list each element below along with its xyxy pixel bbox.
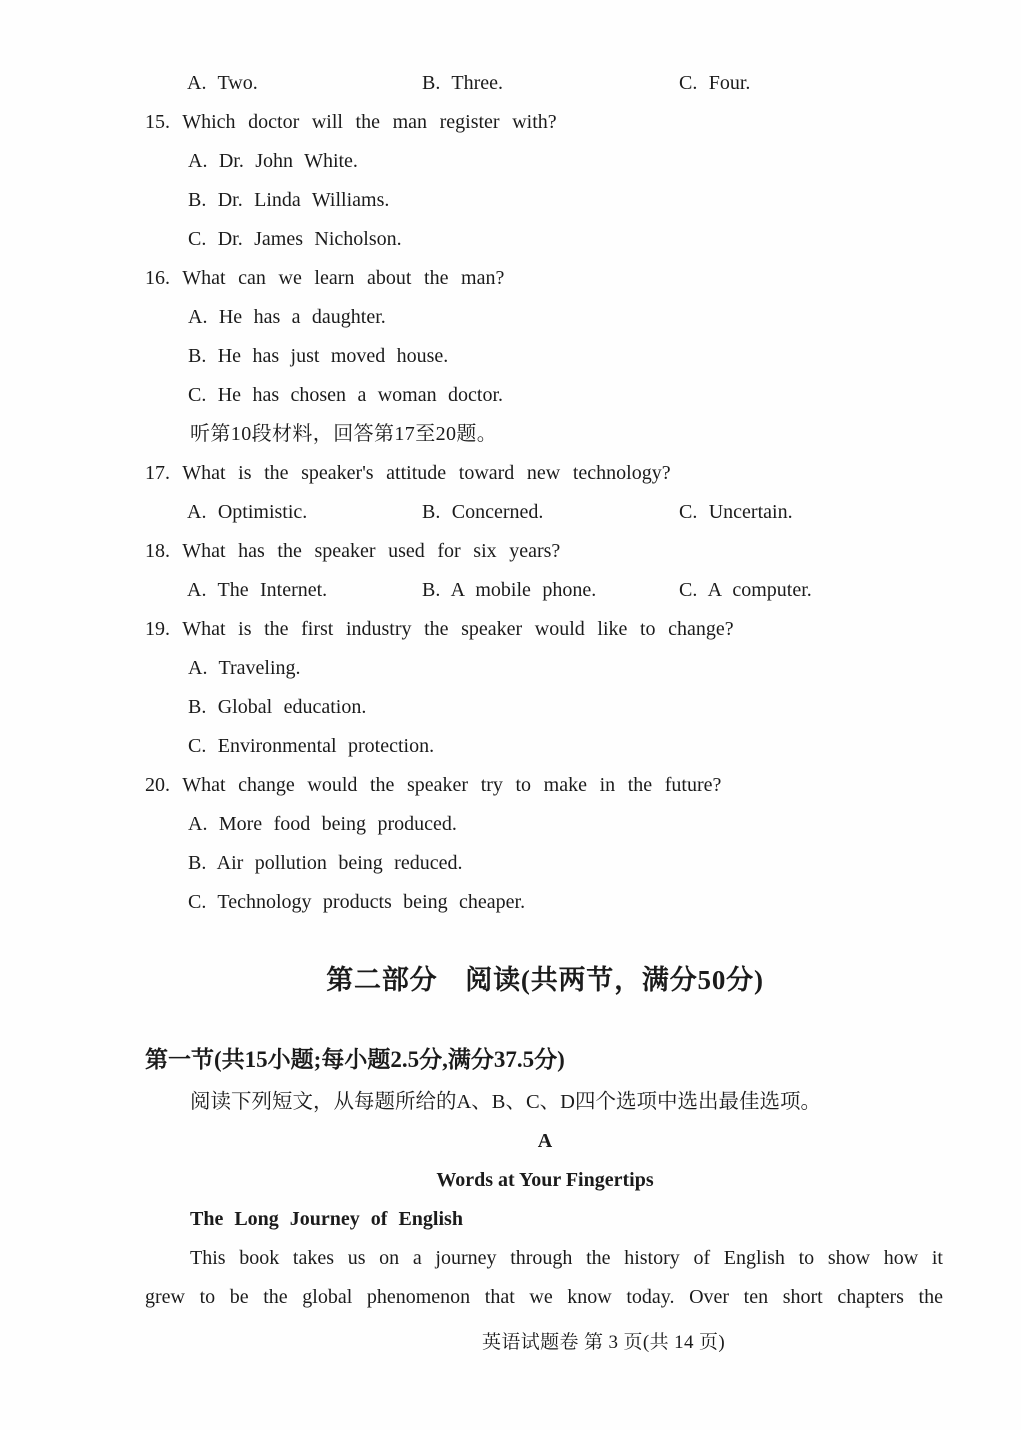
question-17-option-a: A. Optimistic. bbox=[187, 501, 308, 523]
question-19-option-b: B. Global education. bbox=[188, 696, 367, 718]
question-20-option-c: C. Technology products being cheaper. bbox=[188, 891, 526, 913]
passage-book-title: The Long Journey of English bbox=[190, 1208, 463, 1230]
question-18-options-row bbox=[0, 571, 1021, 610]
passage-body-line-2: grew to be the global phenomenon that we know today. Over ten short chapters the bbox=[145, 1286, 943, 1308]
question-17-options-row bbox=[0, 493, 1021, 532]
section-2-part-1-heading: 第一节(共15小题;每小题2.5分,满分37.5分) bbox=[145, 1047, 565, 1072]
question-18-option-a: A. The Internet. bbox=[187, 579, 328, 601]
passage-title: Words at Your Fingertips bbox=[436, 1169, 654, 1191]
question-15-option-a: A. Dr. John White. bbox=[188, 150, 358, 172]
question-16-option-a: A. He has a daughter. bbox=[188, 306, 386, 328]
question-16-text: 16. What can we learn about the man? bbox=[145, 267, 505, 289]
question-19-option-a: A. Traveling. bbox=[188, 657, 301, 679]
question-16-option-c: C. He has chosen a woman doctor. bbox=[188, 384, 504, 406]
question-18-option-b: B. A mobile phone. bbox=[422, 579, 597, 601]
question-20-text: 20. What change would the speaker try to make in the future? bbox=[145, 774, 722, 796]
reading-instructions: 阅读下列短文，从每题所给的A、B、C、D四个选项中选出最佳选项。 bbox=[190, 1091, 821, 1113]
question-17-text: 17. What is the speaker's attitude toward new technology? bbox=[145, 462, 671, 484]
question-14-option-a: A. Two. bbox=[187, 72, 258, 94]
question-14-option-b: B. Three. bbox=[422, 72, 504, 94]
question-15-text: 15. Which doctor will the man register with? bbox=[145, 111, 557, 133]
section-2-heading: 第二部分 阅读(共两节，满分50分) bbox=[326, 965, 764, 995]
question-17-option-c: C. Uncertain. bbox=[679, 501, 793, 523]
question-14-options-row bbox=[0, 64, 1021, 103]
question-15-option-b: B. Dr. Linda Williams. bbox=[188, 189, 390, 211]
listening-section-note: 听第10段材料，回答第17至20题。 bbox=[190, 423, 498, 445]
question-14-option-c: C. Four. bbox=[679, 72, 751, 94]
page-footer: 英语试题卷 第 3 页(共 14 页) bbox=[481, 1332, 726, 1353]
question-19-text: 19. What is the first industry the speaker would like to change? bbox=[145, 618, 734, 640]
question-18-text: 18. What has the speaker used for six years? bbox=[145, 540, 561, 562]
passage-label: A bbox=[537, 1130, 553, 1152]
question-17-option-b: B. Concerned. bbox=[422, 501, 544, 523]
question-15-option-c: C. Dr. James Nicholson. bbox=[188, 228, 402, 250]
question-18-option-c: C. A computer. bbox=[679, 579, 812, 601]
question-19-option-c: C. Environmental protection. bbox=[188, 735, 435, 757]
question-20-option-a: A. More food being produced. bbox=[188, 813, 457, 835]
question-20-option-b: B. Air pollution being reduced. bbox=[188, 852, 463, 874]
question-16-option-b: B. He has just moved house. bbox=[188, 345, 449, 367]
passage-body-line-1: This book takes us on a journey through the history of English to show how it bbox=[190, 1247, 943, 1269]
